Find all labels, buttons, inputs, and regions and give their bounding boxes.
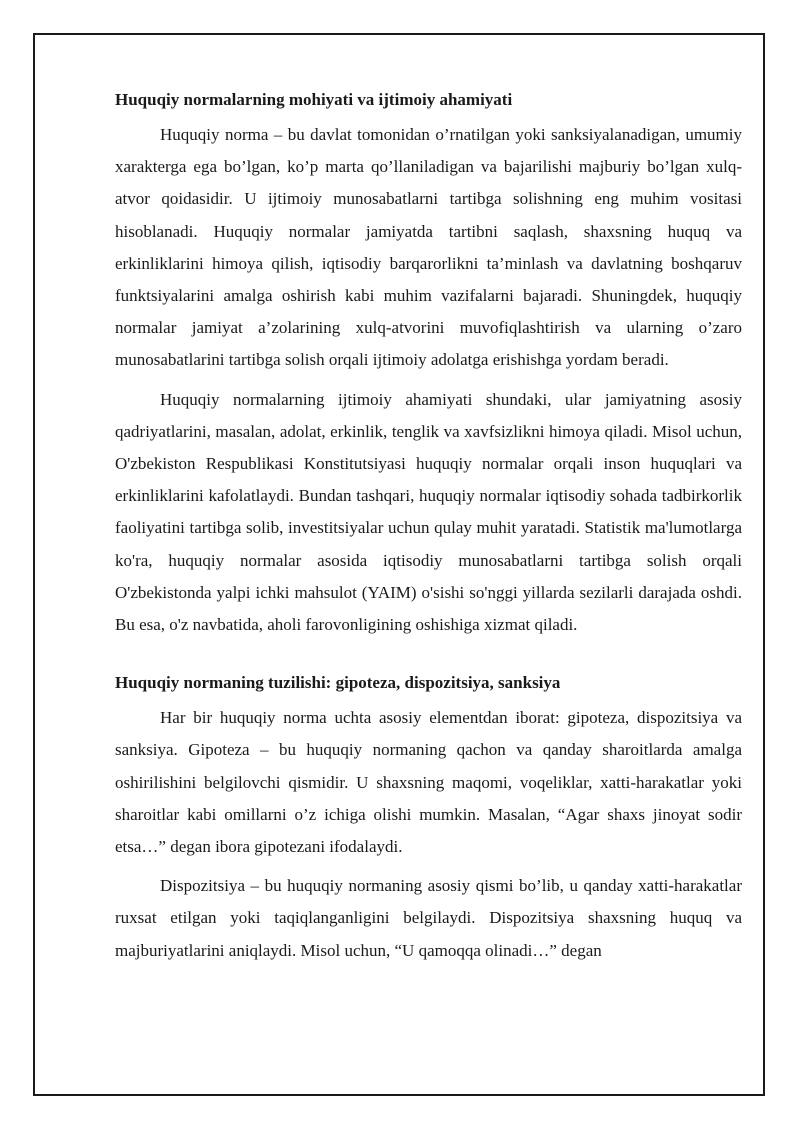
paragraph-dispozitsiya: Dispozitsiya – bu huquqiy normaning asosiy qismi bo’lib, u qanday xatti-harakatlar ruxsat etilgan yoki taqiqlanganligini belgilaydi. Dispozitsiya shaxsning huquq va majburiyatlarini aniqlaydi. Misol uchun, “U qamoqqa olinadi…” degan bbox=[115, 876, 742, 960]
paragraph-gipoteza: Har bir huquqiy norma uchta asosiy elementdan iborat: gipoteza, dispozitsiya va sanksiya. Gipoteza – bu huquqiy normaning qachon va qanday sharoitlarda amalga oshirilishini belgilovchi qismidir. U shaxsning maqomi, voqeliklar, xatti-harakatlar yoki sharoitlar kabi omillarni o’z ichiga olishi mumkin. Masalan, “Agar shaxs jinoyat sodir etsa…” degan ibora gipotezani ifodalaydi. bbox=[115, 708, 742, 857]
paragraph-social-significance: Huquqiy normalarning ijtimoiy ahamiyati shundaki, ular jamiyatning asosiy qadriyatlarini, masalan, adolat, erkinlik, tenglik va xavfsizlikni himoya qiladi. Misol uchun, O'zbekiston Respublikasi Konstitutsiyasi huquqiy normalar orqali inson huquqlari va erkinliklarini kafolatlaydi. Bundan tashqari, huquqiy normalar iqtisodiy sohada tadbirkorlik faoliyatini tartibga solib, investitsiyalar uchun qulay muhit yaratadi. Statistik ma'lumotlarga ko'ra, huquqiy normalar asosida iqtisodiy munosabatlarni tartibga solish orqali O'zbekistonda yalpi ichki mahsulot (YAIM) o'sishi so'nggi yillarda sezilarli darajada oshdi. Bu esa, o'z navbatida, aholi farovonligining oshishiga xizmat qiladi. bbox=[115, 389, 742, 635]
paragraph-definition: Huquqiy norma – bu davlat tomonidan o’rnatilgan yoki sanksiyalanadigan, umumiy xarakterga ega bo’lgan, ko’p marta qo’llaniladigan va bajarilishi majburiy bo’lgan xulq-atvor qoidasidir. U ijtimoiy munosabatlarni tartibga solishning eng muhim vositasi hisoblanadi. Huquqiy normalar jamiyatda tartibni saqlash, shaxsning huquq va erkinliklarini himoya qilish, iqtisodiy barqarorlikni ta’minlash va davlatning boshqaruv funktsiyalarini amalga oshirish kabi muhim vazifalarni bajaradi. Shuningdek, huquqiy normalar jamiyat a’zolarining xulq-atvorini muvofiqlashtirish va ularning o’zaro munosabatlarini tartibga solish orqali ijtimoiy adolatga erishishga yordam beradi. bbox=[115, 125, 742, 370]
section-heading-tuzilishi: Huquqiy normaning tuzilishi: gipoteza, dispozitsiya, sanksiya bbox=[115, 673, 561, 693]
document-body bbox=[115, 84, 742, 974]
section-heading-mohiyati: Huquqiy normalarning mohiyati va ijtimoiy ahamiyati bbox=[115, 90, 513, 109]
